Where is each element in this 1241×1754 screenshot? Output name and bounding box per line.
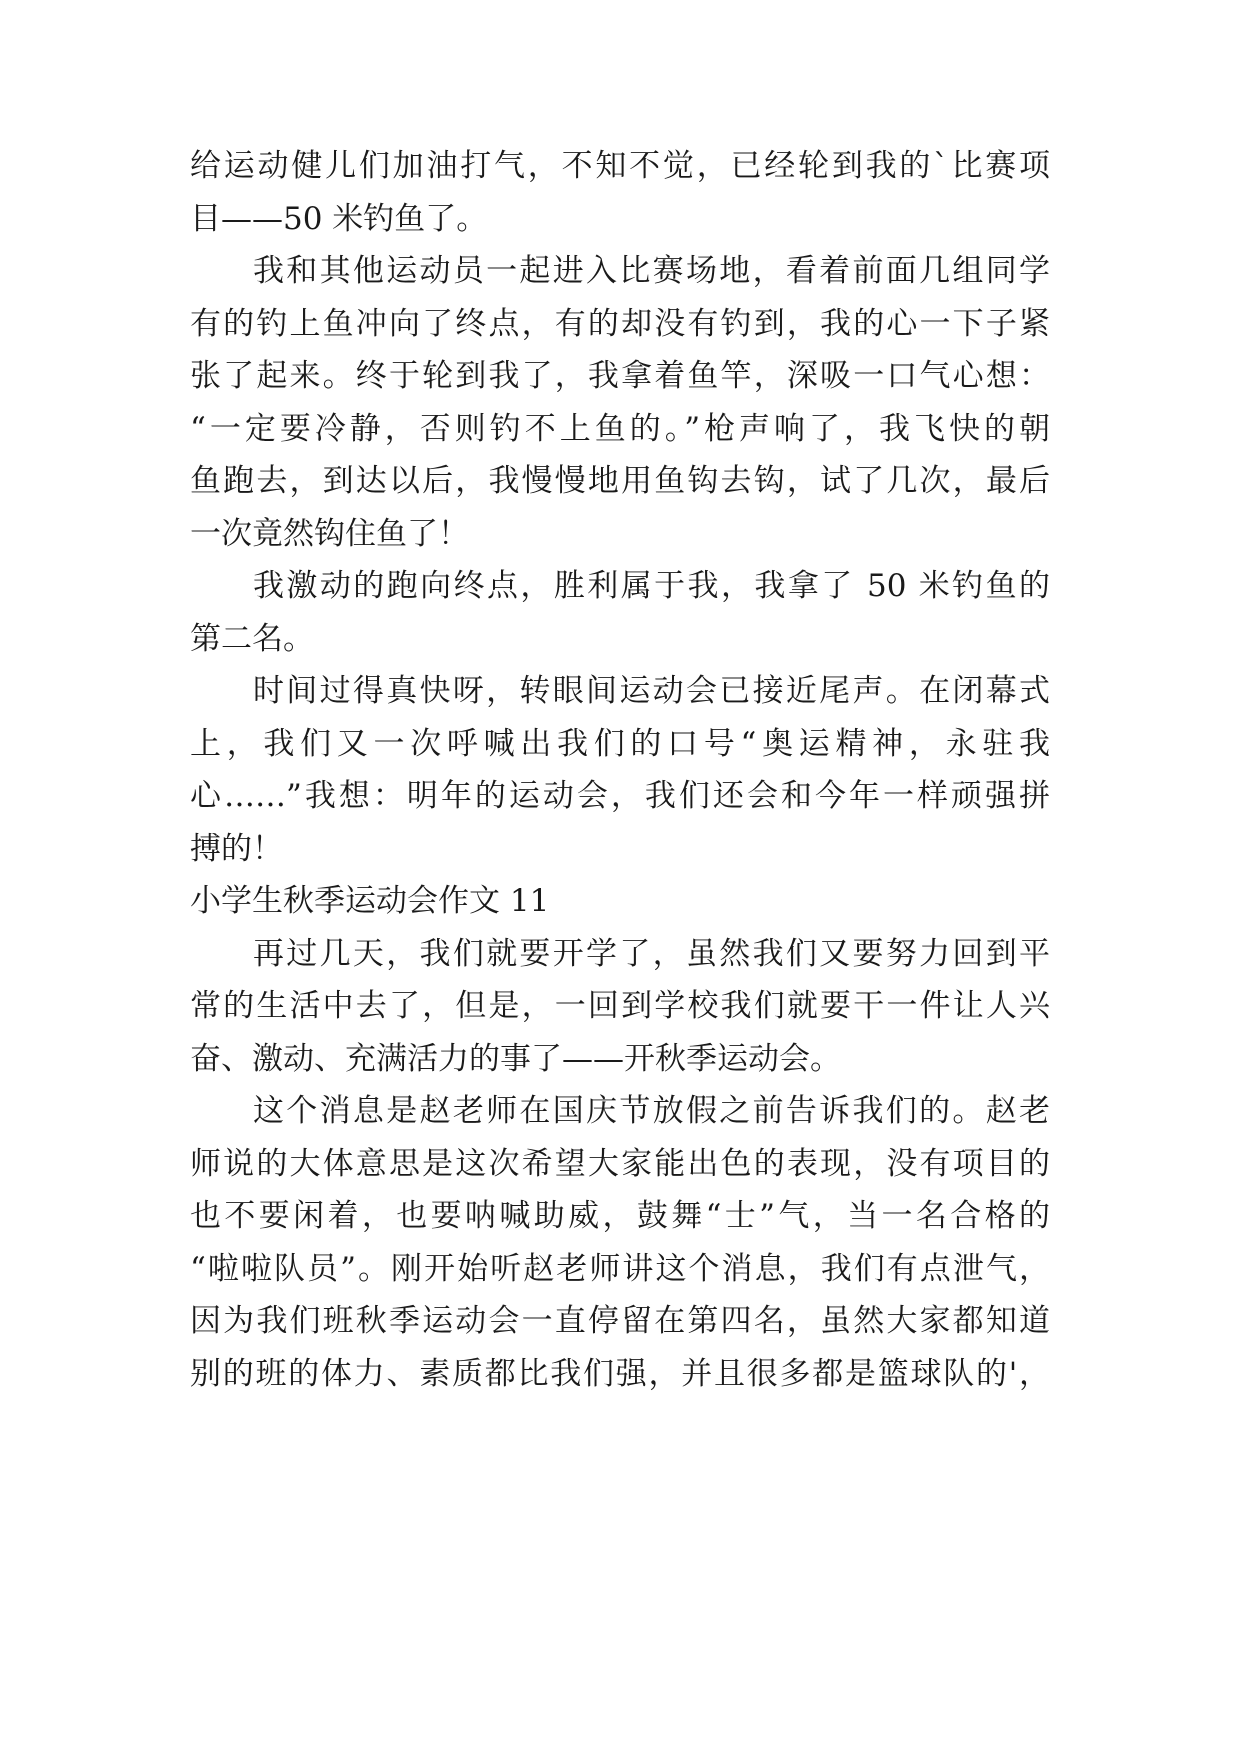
text-line: 鱼跑去，到达以后，我慢慢地用鱼钩去钩，试了几次，最后 — [190, 463, 1050, 499]
text-line: 心……”我想：明年的运动会，我们还会和今年一样顽强拼 — [190, 778, 1050, 814]
text-line: 常的生活中去了，但是，一回到学校我们就要干一件让人兴 — [190, 988, 1050, 1024]
text-line: 第二名。 — [190, 621, 314, 657]
text-line: 有的钓上鱼冲向了终点，有的却没有钓到，我的心一下子紧 — [190, 306, 1050, 342]
text-line: 因为我们班秋季运动会一直停留在第四名，虽然大家都知道 — [190, 1303, 1050, 1339]
text-line: 给运动健儿们加油打气，不知不觉，已经轮到我的`比赛项 — [190, 148, 1050, 184]
text-line: “啦啦队员”。刚开始听赵老师讲这个消息，我们有点泄气， — [190, 1251, 1050, 1287]
text-line: 奋、激动、充满活力的事了——开秋季运动会。 — [190, 1041, 841, 1077]
paragraph-first-line: 再过几天，我们就要开学了，虽然我们又要努力回到平 — [253, 936, 1050, 972]
text-line: “一定要冷静，否则钓不上鱼的。”枪声响了，我飞快的朝 — [190, 411, 1050, 447]
paragraph-first-line: 时间过得真快呀，转眼间运动会已接近尾声。在闭幕式 — [253, 673, 1050, 709]
text-line: 也不要闲着，也要呐喊助威，鼓舞“士”气，当一名合格的 — [190, 1198, 1050, 1234]
text-line: 一次竟然钩住鱼了！ — [190, 516, 469, 552]
paragraph-first-line: 我激动的跑向终点，胜利属于我，我拿了 50 米钓鱼的 — [253, 568, 1050, 604]
text-line: 别的班的体力、素质都比我们强，并且很多都是篮球队的'， — [190, 1356, 1050, 1392]
text-line: 搏的！ — [190, 831, 283, 867]
paragraph-first-line: 我和其他运动员一起进入比赛场地，看着前面几组同学 — [253, 253, 1050, 289]
paragraph-first-line: 这个消息是赵老师在国庆节放假之前告诉我们的。赵老 — [253, 1093, 1050, 1129]
text-line: 张了起来。终于轮到我了，我拿着鱼竿，深吸一口气心想： — [190, 358, 1050, 394]
text-line: 师说的大体意思是这次希望大家能出色的表现，没有项目的 — [190, 1146, 1050, 1182]
text-line: 上，我们又一次呼喊出我们的口号“奥运精神，永驻我 — [190, 726, 1050, 762]
section-heading: 小学生秋季运动会作文 11 — [190, 883, 550, 919]
text-line: 目——50 米钓鱼了。 — [190, 201, 488, 237]
